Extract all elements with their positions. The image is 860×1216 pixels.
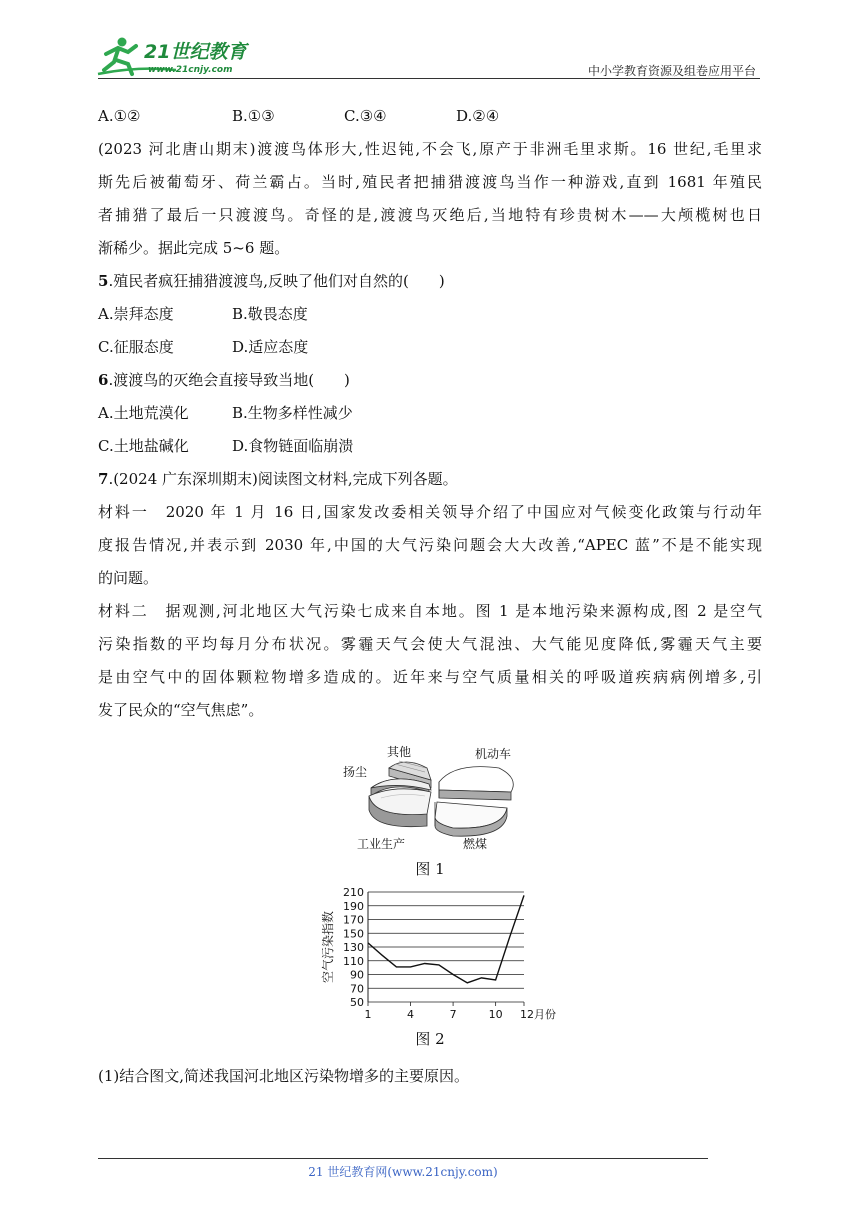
- page-header: [98, 28, 760, 80]
- material-line: 是由空气中的固体颗粒物增多造成的。近年来与空气质量相关的呼吸道疾病病例增多,引: [98, 668, 762, 686]
- label-industry: 工业生产: [357, 837, 406, 851]
- chart-y-axis-label: 空气污染指数: [321, 910, 335, 984]
- q5-option-b[interactable]: B.敬畏态度: [232, 305, 308, 323]
- question-content: [98, 100, 762, 727]
- header-divider: [98, 78, 760, 79]
- material-line: 的问题。: [98, 569, 159, 587]
- q6-text: .渡渡鸟的灭绝会直接导致当地( ): [108, 371, 350, 389]
- q7-sub-question-1: (1)结合图文,简述我国河北地区污染物增多的主要原因。: [98, 1067, 470, 1085]
- material-line: 材料一 2020 年 1 月 16 日,国家发改委相关领导介绍了中国应对气候变化政策与行动年: [98, 503, 762, 521]
- q5-option-a[interactable]: A.崇拜态度: [98, 305, 174, 323]
- q7-text: .(2024 广东深圳期末)阅读图文材料,完成下列各题。: [108, 470, 458, 488]
- label-coal: 燃煤: [463, 837, 488, 851]
- y-tick-label: 170: [343, 913, 364, 927]
- y-tick-label: 50: [350, 996, 364, 1009]
- q6-option-a[interactable]: A.土地荒漠化: [98, 404, 189, 422]
- site-logo[interactable]: [98, 34, 268, 78]
- footer-link[interactable]: 21 世纪教育网(www.21cnjy.com): [308, 1165, 498, 1179]
- figure-2-line-chart: [312, 884, 556, 1024]
- q6-option-d[interactable]: D.食物链面临崩溃: [232, 437, 354, 455]
- y-tick-label: 190: [343, 899, 364, 913]
- material-line: 材料二 据观测,河北地区大气污染七成来自本地。图 1 是本地污染来源构成,图 2 是空气: [98, 602, 762, 620]
- x-tick-label: 1: [364, 1008, 372, 1021]
- pie-slice-industry: [369, 789, 431, 827]
- q6-options-row: [98, 397, 762, 430]
- label-other: 其他: [387, 745, 412, 759]
- q4-option-b[interactable]: B.①③: [232, 107, 275, 125]
- logo-url: www.21cnjy.com: [148, 65, 233, 75]
- y-tick-label: 70: [350, 982, 364, 996]
- intro-5-6: [98, 133, 762, 265]
- x-tick-label: 10: [488, 1008, 503, 1021]
- q6-options-row: [98, 430, 762, 463]
- material-line: 度报告情况,并表示到 2030 年,中国的大气污染问题会大大改善,“APEC 蓝”不是不能实现: [98, 536, 762, 554]
- q6-option-b[interactable]: B.生物多样性减少: [232, 404, 353, 422]
- y-tick-label: 110: [343, 954, 364, 968]
- q6-option-c[interactable]: C.土地盐碱化: [98, 437, 189, 455]
- q5-option-c[interactable]: C.征服态度: [98, 338, 174, 356]
- material-line: 发了民众的“空气焦虑”。: [98, 701, 264, 719]
- figure-1-pie: [335, 738, 535, 856]
- q4-options: [98, 100, 762, 133]
- x-tick-label: 7: [449, 1008, 457, 1021]
- q5-option-d[interactable]: D.适应态度: [232, 338, 309, 356]
- chart-grid: [368, 892, 524, 1006]
- q7-material-2: [98, 595, 762, 727]
- y-tick-label: 210: [343, 886, 364, 899]
- material-line: 污染指数的平均每月分布状况。雾霾天气会使大气混浊、大气能见度降低,雾霾天气主要: [98, 635, 762, 653]
- q6-number: 6: [98, 371, 109, 389]
- q4-option-d[interactable]: D.②④: [456, 107, 500, 125]
- figure-1-caption: 图 1: [415, 860, 445, 878]
- logo-text: 21世纪教育: [144, 41, 247, 63]
- chart-series-line: [368, 895, 524, 982]
- label-vehicle: 机动车: [475, 747, 512, 761]
- q7-material-1: [98, 496, 762, 595]
- intro-line: 者捕猎了最后一只渡渡鸟。奇怪的是,渡渡鸟灭绝后,当地特有珍贵树木——大颅榄树也日: [98, 206, 762, 224]
- y-tick-label: 150: [343, 927, 364, 941]
- x-tick-label: 12月份: [520, 1008, 556, 1021]
- label-dust: 扬尘: [343, 765, 368, 779]
- q4-option-c[interactable]: C.③④: [344, 107, 387, 125]
- x-tick-label: 4: [407, 1008, 415, 1021]
- header-platform-text: 中小学教育资源及组卷应用平台: [587, 64, 756, 78]
- y-tick-label: 90: [350, 968, 364, 982]
- intro-line: 斯先后被葡萄牙、荷兰霸占。当时,殖民者把捕猎渡渡鸟当作一种游戏,直到 1681 年殖民: [98, 173, 762, 191]
- q5-options-row: [98, 331, 762, 364]
- pie-slice-vehicle: [439, 767, 513, 800]
- intro-line: (2023 河北唐山期末)渡渡鸟体形大,性迟钝,不会飞,原产于非洲毛里求斯。16 世纪,毛里求: [98, 140, 762, 158]
- pie-slice-coal: [435, 802, 507, 836]
- footer-divider: [98, 1158, 708, 1159]
- q5-text: .殖民者疯狂捕猎渡渡鸟,反映了他们对自然的( ): [108, 272, 445, 290]
- intro-line: 渐稀少。据此完成 5~6 题。: [98, 239, 290, 257]
- y-tick-label: 130: [343, 941, 364, 954]
- q6-stem: [98, 364, 762, 397]
- q5-stem: [98, 265, 762, 298]
- q5-options-row: [98, 298, 762, 331]
- q7-stem: [98, 463, 762, 496]
- q5-number: 5: [98, 272, 109, 290]
- q7-number: 7: [98, 470, 109, 488]
- chart-y-tick-labels: [343, 886, 364, 1009]
- q4-option-a[interactable]: A.①②: [98, 107, 141, 125]
- figure-2-caption: 图 2: [415, 1030, 445, 1048]
- chart-x-tick-labels: [365, 1008, 557, 1021]
